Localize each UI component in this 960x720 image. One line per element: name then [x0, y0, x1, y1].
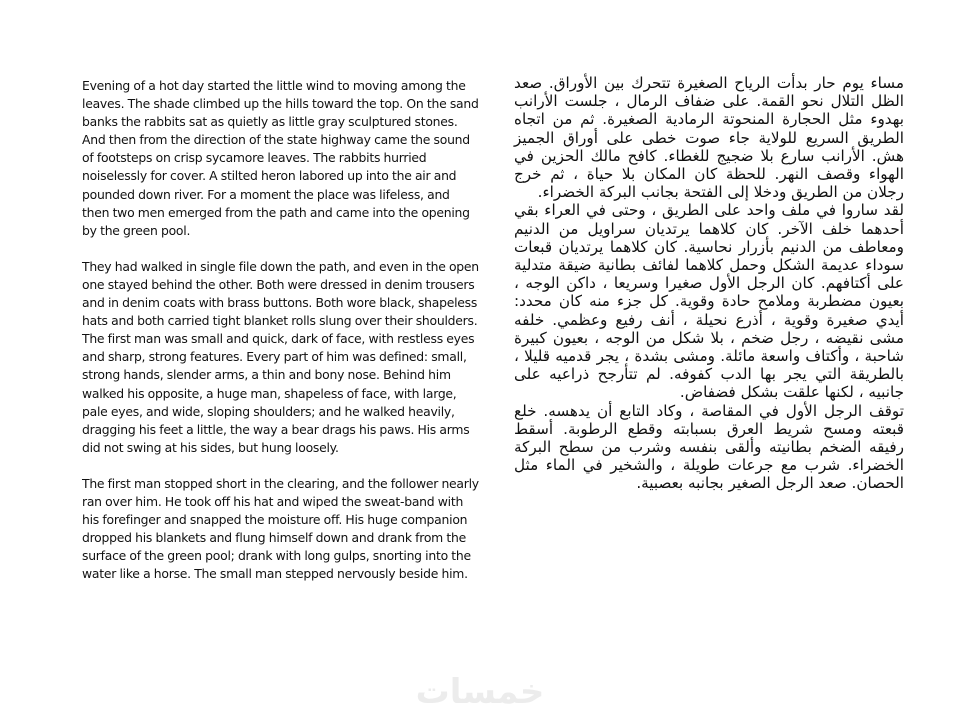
arabic-paragraph-2: لقد ساروا في ملف واحد على الطريق ، وحتى في العراء بقي أحدهما خلف الآخر. كان كلاهما يرتديان سراويل من الدنيم ومعاطف من الدنيم بأزرار نحاسية. كان كلاهما يرتديان قبعات سوداء عديمة الشكل وحمل كلاهما لفائف بطانية ضيقة متدلية على أكتافهم. كان الرجل الأول صغيرا وسريعا ، داكن الوجه ، بعيون مضطربة وملامح حادة وقوية. كل جزء منه كان محدد: أيدي صغيرة وقوية ، أذرع نحيلة ، أنف رفيع وعظمي. خلفه مشى نقيضه ، رجل ضخم ، بلا شكل من الوجه ، بعيون كبيرة شاحبة ، وأكتاف واسعة مائلة. ومشى بشدة ، يجر قدميه قليلا ، بالطريقة التي يجر بها الدب كفوفه. لم تتأرجح ذراعيه على جانبيه ، لكنها علقت بشكل فضفاض.	[514, 201, 904, 402]
english-paragraph-3: The first man stopped short in the clearing, and the follower nearly ran over him. He took off his hat and wiped the sweat-band with his forefinger and snapped the moisture off. His huge companion dropped his blankets and flung himself down and drank from the surface of the green pool; drank with long gulps, snorting into the water like a horse. The small man stepped nervously beside him.	[82, 475, 479, 582]
english-text-column	[82, 77, 480, 601]
english-paragraph-2: They had walked in single file down the path, and even in the open one stayed behind the other. Both were dressed in denim trousers and in denim coats with brass buttons. Both wore black, shapeless hats and both carried tight blanket rolls slung over their shoulders. The first man was small and quick, dark of face, with restless eyes and sharp, strong features. Every part of him was defined: small, strong hands, slender arms, a thin and bony nose. Behind him walked his opposite, a huge man, shapeless of face, with large, pale eyes, and wide, sloping shoulders; and he walked heavily, dragging his feet a little, the way a bear drags his paws. His arms did not swing at his sides, but hung loosely.	[82, 258, 479, 455]
english-paragraph-1: Evening of a hot day started the little wind to moving among the leaves. The shade climbed up the hills toward the top. On the sand banks the rabbits sat as quietly as little gray sculptured stones. And then from the direction of the state highway came the sound of footsteps on crisp sycamore leaves. The rabbits hurried noiselessly for cover. A stilted heron labored up into the air and pounded down river. For a moment the place was lifeless, and then two men emerged from the path and came into the opening by the green pool.	[82, 78, 479, 238]
watermark-logo: خمسات	[415, 672, 545, 712]
arabic-paragraph-3: توقف الرجل الأول في المقاصة ، وكاد التابع أن يدهسه. خلع قبعته ومسح شريط العرق بسبابته وقطع الرطوبة. أسقط رفيقه الضخم بطانيته وألقى بنفسه وشرب من سطح البركة الخضراء. شرب مع جرعات طويلة ، والشخير في الماء مثل الحصان. صعد الرجل الصغير بجانبه بعصبية.	[514, 401, 904, 493]
arabic-paragraph-1: مساء يوم حار بدأت الرياح الصغيرة تتحرك بين الأوراق. صعد الظل التلال نحو القمة. على ضفاف الرمال ، جلست الأرانب بهدوء مثل الحجارة المنحوتة الرمادية الصغيرة. ثم من اتجاه الطريق السريع للولاية جاء صوت خطى على أوراق الجميز هش. الأرانب سارع بلا ضجيج للغطاء. كافح مالك الحزين في الهواء وقصف النهر. للحظة كان المكان بلا حياة ، ثم خرج رجلان من الطريق ودخلا إلى الفتحة بجانب البركة الخضراء.	[514, 74, 904, 202]
arabic-text-column	[514, 74, 904, 493]
